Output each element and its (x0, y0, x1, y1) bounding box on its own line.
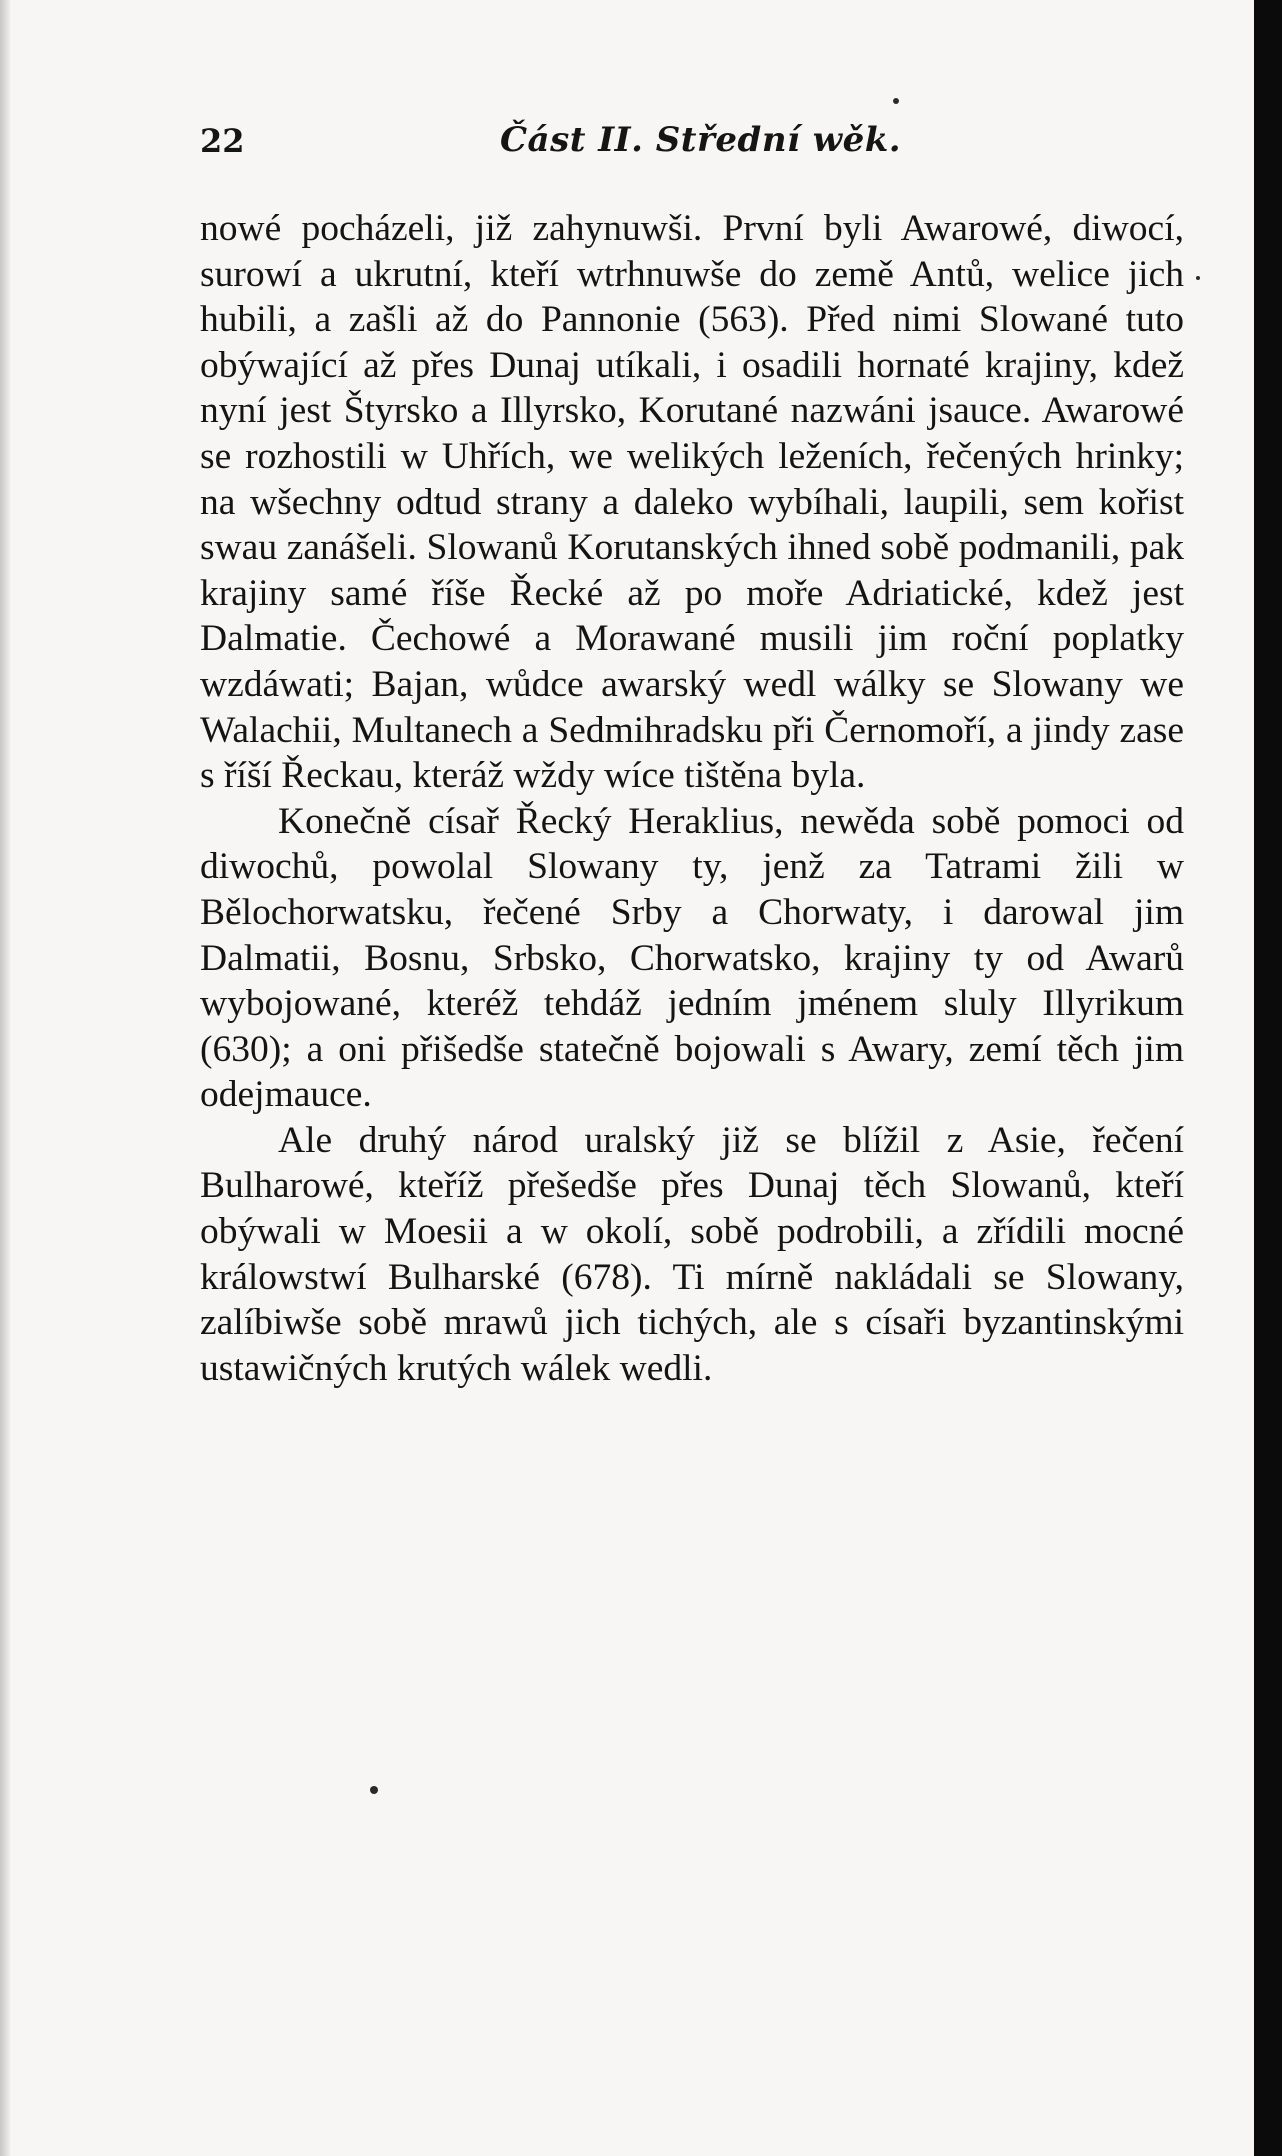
print-speck (893, 98, 899, 104)
paragraph-3: Ale druhý národ uralský již se blížil z Asie, řečení Bulharowé, kteříž přešedše přes Dunaj těch Slowanů, kteří obýwali w Moesii a w okolí, sobě podrobili, a zřídili mocné králowstwí Bulharské (678). Ti mírně nakládali se Slowany, zalíbiwše sobě mrawů jich tichých, ale s císaři byzantinskými ustawičných krutých wálek wedli. (200, 1119, 1184, 1389)
paragraph-2: Konečně císař Řecký Heraklius, newěda sobě pomoci od diwochů, powolal Slowany ty, jenž za Tatrami žili w Bělochorwatsku, řečené Srby a Chorwaty, i darowal jim Dalmatii, Bosnu, Srbsko, Chorwatsko, krajiny ty od Awarů wybojowané, kteréž tehdáž jedním jménem sluly Illyrikum (630); a oni přišedše statečně bojowali s Awary, zemí těch jim odejmauce. (200, 800, 1184, 1116)
body-text (200, 206, 1184, 1391)
page-binding-edge (0, 0, 10, 2156)
print-speck (1196, 276, 1200, 280)
running-head: Část II. Střední wěk. (500, 120, 902, 160)
print-speck (370, 1786, 378, 1794)
paragraph-1: nowé pocházeli, již zahynuwši. První byli Awarowé, diwocí, surowí a ukrutní, kteří wtrhnuwše do země Antů, welice jich hubili, a zašli až do Pannonie (563). Před nimi Slowané tuto obýwající až přes Dunaj utíkali, i osadili hornaté krajiny, kdež nyní jest Štyrsko a Illyrsko, Korutané nazwáni jsauce. Awarowé se rozhostili w Uhřích, we welikých leženích, řečených hrinky; na wšechny odtud strany a daleko wybíhali, laupili, sem kořist swau zanášeli. Slowanů Korutanských ihned sobě podmanili, pak krajiny samé říše Řecké až po moře Adriatické, kdež jest Dalmatie. Čechowé a Morawané musili jim roční poplatky wzdáwati; Bajan, wůdce awarský wedl wálky se Slowany we Walachii, Multanech a Sedmihradsku při Černomoří, a jindy zase s říší Řeckau, kteráž wždy wíce tištěna byla. (200, 208, 1184, 797)
page-number: 22 (200, 122, 245, 160)
page-header (200, 120, 1200, 180)
